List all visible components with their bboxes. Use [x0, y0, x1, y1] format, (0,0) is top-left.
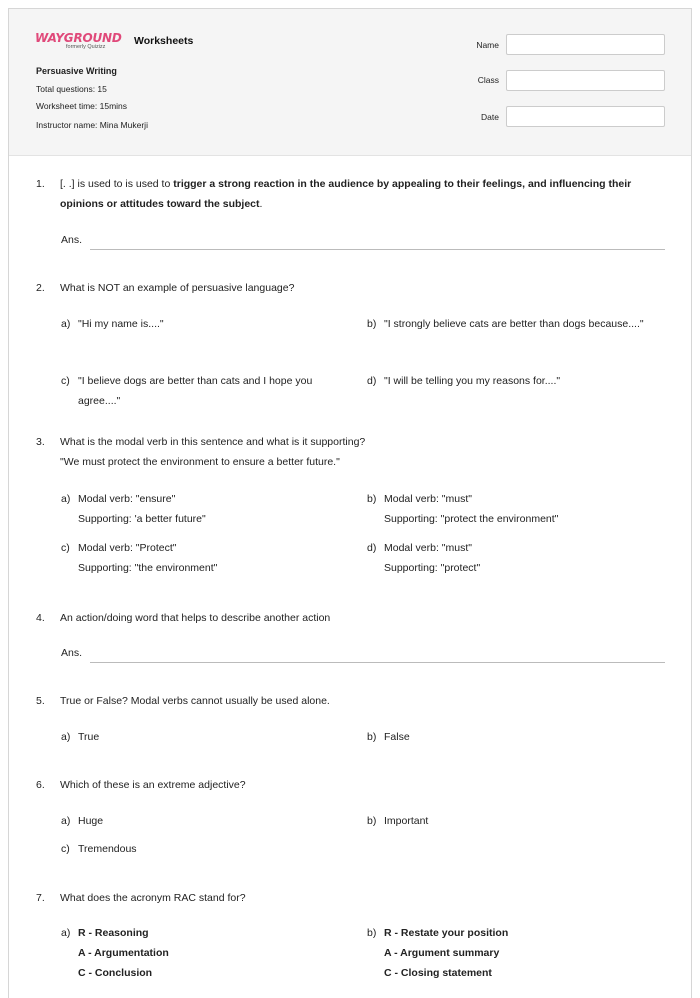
name-field[interactable]	[506, 34, 665, 55]
option-text: "I strongly believe cats are better than dogs because...."	[384, 318, 644, 330]
worksheet-title: Persuasive Writing	[36, 66, 117, 76]
question-number: 2.	[36, 282, 45, 294]
answer-line[interactable]	[90, 662, 665, 663]
question-text: What is NOT an example of persuasive language?	[60, 282, 295, 294]
worksheet-page	[8, 8, 692, 998]
worksheet-time: Worksheet time: 15mins	[36, 101, 128, 111]
option-line: Modal verb: "Protect"	[78, 542, 177, 554]
option-line: C - Closing statement	[384, 967, 492, 979]
option-text: "I will be telling you my reasons for...."	[384, 375, 561, 387]
question-text-emphasis: trigger a strong reaction in the audience by appealing to their feelings, and influencing their opinions or attitudes toward the subject	[60, 178, 632, 210]
option-letter: c)	[61, 542, 70, 554]
option-text	[384, 489, 659, 529]
question-number: 4.	[36, 612, 45, 624]
class-label: Class	[477, 75, 499, 85]
option-line: R - Restate your position	[384, 927, 509, 939]
question-text-part: [. .] is used to is used to	[60, 178, 174, 190]
answer-label: Ans.	[61, 647, 83, 659]
option-text	[384, 538, 659, 578]
total-questions: Total questions: 15	[36, 84, 107, 94]
logo-subtitle: formerly Quizizz	[66, 44, 106, 50]
question-text-part: .	[259, 198, 263, 210]
option-text: Huge	[78, 815, 104, 827]
answer-label: Ans.	[61, 234, 83, 246]
question-text	[60, 174, 660, 214]
logo-wordmark: WAYGROUND	[35, 31, 122, 45]
option-letter: a)	[61, 815, 71, 827]
option-letter: b)	[367, 493, 377, 505]
instructor-name: Instructor name: Mina Mukerji	[36, 120, 148, 130]
question-number: 6.	[36, 779, 45, 791]
option-letter: b)	[367, 927, 377, 939]
option-letter: c)	[61, 375, 70, 387]
option-letter: c)	[61, 843, 70, 855]
option-line: Supporting: "protect the environment"	[384, 513, 559, 525]
option-letter: b)	[367, 731, 377, 743]
option-line: R - Reasoning	[78, 927, 149, 939]
option-text: True	[78, 731, 100, 743]
option-letter: d)	[367, 542, 377, 554]
option-text: "I believe dogs are better than cats and I hope you agree...."	[78, 375, 313, 407]
option-letter: a)	[61, 318, 71, 330]
question-number: 7.	[36, 892, 45, 904]
question-text: True or False? Modal verbs cannot usually be used alone.	[60, 695, 330, 707]
question-text	[60, 432, 660, 472]
option-letter: b)	[367, 318, 377, 330]
option-letter: b)	[367, 815, 377, 827]
option-line: Supporting: "protect"	[384, 562, 481, 574]
answer-line[interactable]	[90, 249, 665, 250]
question-quote: "We must protect the environment to ensure a better future."	[60, 456, 340, 468]
question-text: What does the acronym RAC stand for?	[60, 892, 246, 904]
question-number: 1.	[36, 178, 45, 190]
question-text: Which of these is an extreme adjective?	[60, 779, 246, 791]
option-letter: a)	[61, 731, 71, 743]
question-number: 3.	[36, 436, 45, 448]
option-text: Tremendous	[78, 843, 137, 855]
date-label: Date	[481, 112, 499, 122]
product-name: Worksheets	[134, 35, 194, 47]
option-letter: d)	[367, 375, 377, 387]
option-letter: a)	[61, 927, 71, 939]
worksheet-header	[9, 9, 691, 156]
name-label: Name	[476, 40, 499, 50]
option-text: "Hi my name is...."	[78, 318, 164, 330]
question-number: 5.	[36, 695, 45, 707]
option-line: A - Argumentation	[78, 947, 169, 959]
option-line: Modal verb: "must"	[384, 542, 472, 554]
option-text: False	[384, 731, 410, 743]
brand-logo	[35, 29, 122, 50]
option-text	[78, 538, 353, 578]
option-line: Modal verb: "must"	[384, 493, 472, 505]
option-line: Supporting: 'a better future"	[78, 513, 206, 525]
class-field[interactable]	[506, 70, 665, 91]
date-field[interactable]	[506, 106, 665, 127]
option-line: Modal verb: "ensure"	[78, 493, 176, 505]
question-line: What is the modal verb in this sentence and what is it supporting?	[60, 436, 366, 448]
option-text	[78, 923, 353, 983]
option-line: C - Conclusion	[78, 967, 153, 979]
question-text: An action/doing word that helps to describe another action	[60, 612, 331, 624]
option-text	[78, 489, 353, 529]
option-text	[384, 923, 659, 983]
option-text: Important	[384, 815, 429, 827]
option-letter: a)	[61, 493, 71, 505]
option-line: Supporting: "the environment"	[78, 562, 218, 574]
option-line: A - Argument summary	[384, 947, 500, 959]
